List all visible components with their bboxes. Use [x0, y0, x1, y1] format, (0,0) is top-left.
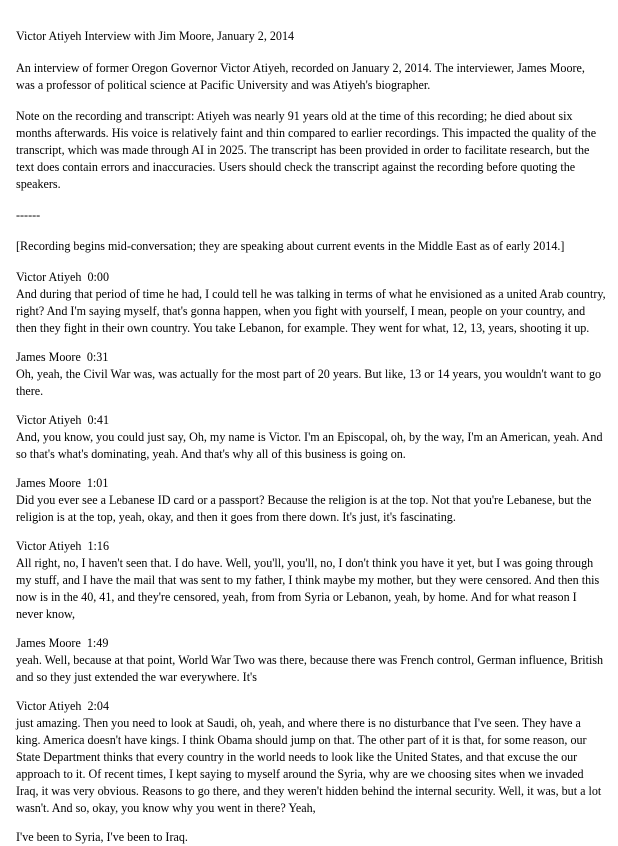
transcript-page [16, 28, 606, 846]
speaker-line [16, 269, 606, 286]
speaker-line [16, 635, 606, 652]
turn-text: And during that period of time he had, I could tell he was talking in terms of what he envisioned as a united Arab country, right? And I'm saying myself, that's gonna happen, when you fight with yourself, I mean, people on your country, and then they fight in their own country. You take Lebanon, for example. They went for what, 12, 13, years, shooting it up. [16, 287, 606, 335]
turn-text: All right, no, I haven't seen that. I do have. Well, you'll, you'll, no, I don't think you have it yet, but I was going through my stuff, and I have the mail that was sent to my father, I think maybe my mother, but they were censored. And then this now is in the 40, 41, and they're censored, yeah, from from Syria or Lebanon, yeah, by home. And for what reason I never know, [16, 556, 600, 621]
context-note: [Recording begins mid-conversation; they are speaking about current events in the Middle East as of early 2014.] [16, 239, 565, 253]
speaker-name: James Moore [16, 350, 81, 364]
document-title: Victor Atiyeh Interview with Jim Moore, January 2, 2014 [16, 29, 295, 43]
timestamp: 0:31 [86, 350, 109, 364]
speaker-line [16, 475, 606, 492]
speaker-line [16, 538, 606, 555]
speaker-name: Victor Atiyeh [16, 413, 82, 427]
timestamp: 1:16 [87, 539, 110, 553]
transcript-turn [16, 698, 606, 817]
transcript-turn [16, 412, 606, 463]
speaker-name: James Moore [16, 636, 81, 650]
timestamp: 1:01 [86, 476, 109, 490]
separator: ------ [16, 208, 41, 222]
timestamp: 0:41 [87, 413, 110, 427]
speaker-name: Victor Atiyeh [16, 270, 82, 284]
timestamp: 2:04 [87, 699, 110, 713]
transcript-turn [16, 475, 606, 526]
transcript-turn [16, 538, 606, 623]
turn-text: Did you ever see a Lebanese ID card or a passport? Because the religion is at the top. Not that you're Lebanese, but the religion is at the top, yeah, okay, and then it goes from there down. It's just, it's fascinating. [16, 493, 592, 524]
closing-line: I've been to Syria, I've been to Iraq. [16, 830, 188, 844]
speaker-name: Victor Atiyeh [16, 539, 82, 553]
speaker-line [16, 698, 606, 715]
turn-text: Oh, yeah, the Civil War was, was actually for the most part of 20 years. But like, 13 or 14 years, you wouldn't want to go there. [16, 367, 602, 398]
transcript-note: Note on the recording and transcript: Atiyeh was nearly 91 years old at the time of this recording; he died about six months afterwards. His voice is relatively faint and thin compared to earlier recordings. This impacted the quality of the transcript, which was made through AI in 2025. The transcript has been provided in order to facilitate research, but the text does contain errors and inaccuracies. Users should check the transcript against the recording before quoting the speakers. [16, 109, 597, 191]
transcript-turn [16, 269, 606, 337]
transcript-turn [16, 635, 606, 686]
speaker-name: James Moore [16, 476, 81, 490]
turn-text: yeah. Well, because at that point, World War Two was there, because there was French control, German influence, British and so they just extended the war everywhere. It's [16, 653, 604, 684]
intro-paragraph: An interview of former Oregon Governor Victor Atiyeh, recorded on January 2, 2014. The interviewer, James Moore, was a professor of political science at Pacific University and was Atiyeh's biographer. [16, 61, 585, 92]
speaker-line [16, 412, 606, 429]
timestamp: 1:49 [86, 636, 109, 650]
speaker-name: Victor Atiyeh [16, 699, 82, 713]
turn-text: And, you know, you could just say, Oh, my name is Victor. I'm an Episcopal, oh, by the way, I'm an American, yeah. And so that's what's dominating, yeah. And that's why all of this business is going on. [16, 430, 603, 461]
speaker-line [16, 349, 606, 366]
transcript-turn [16, 349, 606, 400]
timestamp: 0:00 [87, 270, 110, 284]
turn-text: just amazing. Then you need to look at Saudi, oh, yeah, and where there is no disturbance that I've seen. They have a king. America doesn't have kings. I think Obama should jump on that. The other part of it is that, for some reason, our State Department thinks that every country in the world needs to look like the United States, and that excuse the our approach to it. Of recent times, I kept saying to myself around the Syria, why are we choosing sites when we invaded Iraq, it was very obvious. Reasons to go there, and they weren't hidden behind the internal security. Well, it was, but a lot wasn't. And so, okay, you know why you went in there? Yeah, [16, 716, 602, 815]
